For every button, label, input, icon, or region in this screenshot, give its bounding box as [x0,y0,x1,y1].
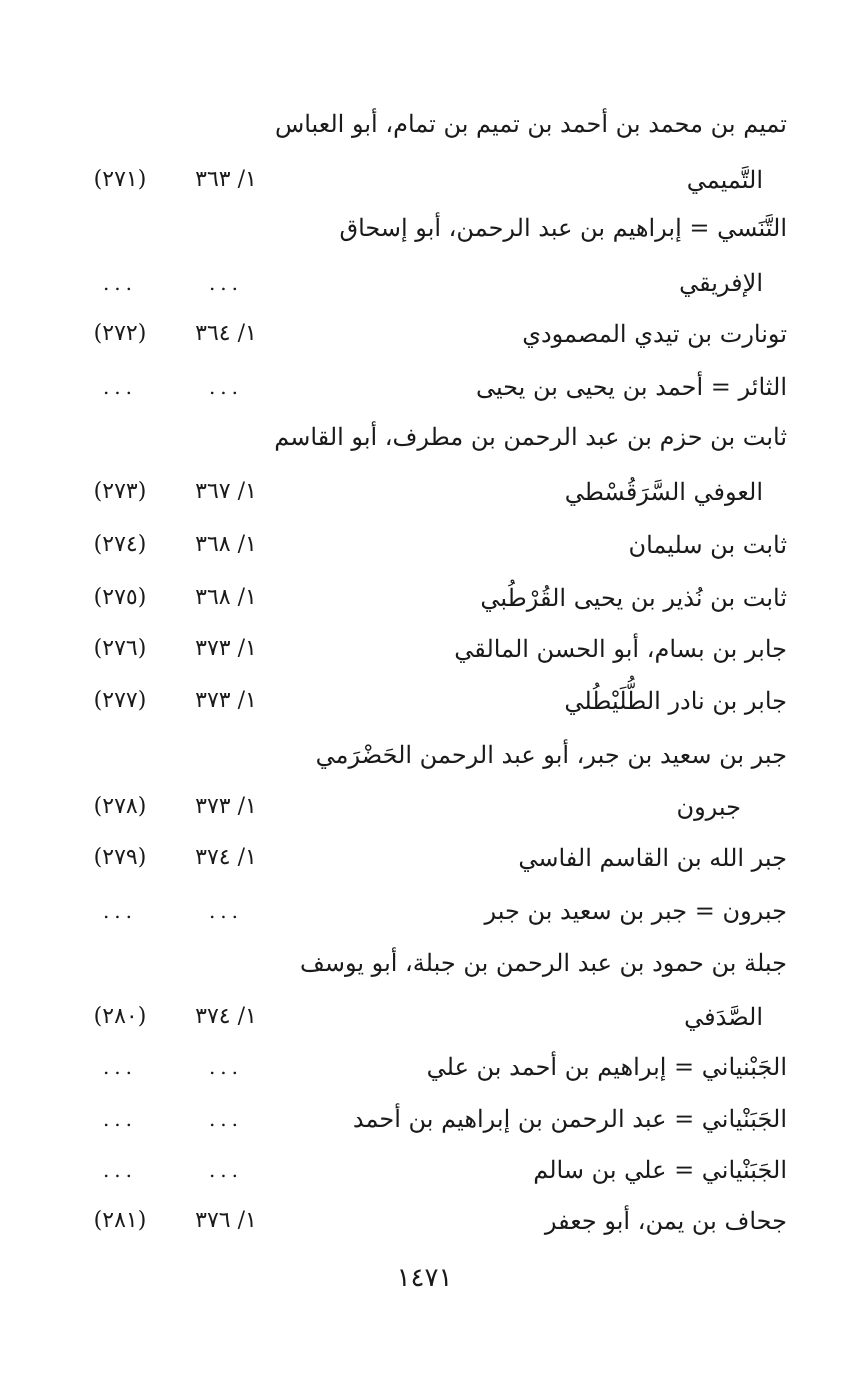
entry-number: (٢٨١) [93,1208,147,1233]
entry-volume-page: ١/ ٣٧٣ [195,636,257,661]
entry-number: (٢٧٣) [93,479,147,504]
entry-name: الجَبَنْياني = علي بن سالم [533,1156,787,1184]
entry-number: ... [102,271,138,295]
entry-volume-page: ١/ ٣٧٤ [195,845,257,870]
entry-number: (٢٧١) [93,167,147,192]
entry-name: جابر بن بسام، أبو الحسن المالقي [454,635,787,663]
entry-volume-page: ١/ ٣٧٣ [195,688,257,713]
entry-name: الجَبْنياني = إبراهيم بن أحمد بن علي [426,1053,787,1081]
entry-volume-page: ... [208,1158,244,1182]
entry-number: (٢٧٩) [93,845,147,870]
entry-volume-page: ١/ ٣٦٤ [195,321,257,346]
index-entry [0,887,849,935]
entry-volume-page: ... [208,1107,244,1131]
entry-name: العوفي السَّرَقُسْطي [564,478,763,506]
index-entry [0,1095,849,1143]
entry-number: (٢٨٠) [93,1004,147,1029]
entry-name: الصَّدَفي [684,1003,763,1031]
entry-number: (٢٧٦) [93,636,147,661]
entry-name: ثابت بن نُذير بن يحيى القُرْطُبي [480,584,787,612]
entry-number: ... [102,899,138,923]
entry-volume-page: ١/ ٣٦٧ [195,479,257,504]
index-entry [0,363,849,411]
entry-number: (٢٧٤) [93,532,147,557]
entry-number: (٢٧٥) [93,585,147,610]
entry-number: ... [102,1158,138,1182]
entry-volume-page: ١/ ٣٧٣ [195,794,257,819]
entry-number: (٢٧٨) [93,794,147,819]
entry-name: الجَبَنْياني = عبد الرحمن بن إبراهيم بن أحمد [352,1105,787,1133]
index-entry [0,625,849,673]
entry-name: ثابت بن سليمان [628,531,787,559]
entry-name: جبر بن سعيد بن جبر، أبو عبد الرحمن الحَضْرَمي [315,741,787,769]
index-entry [0,834,849,882]
index-entry [0,521,849,569]
entry-name: جحاف بن يمن، أبو جعفر [544,1207,787,1235]
entry-name: جبرون [676,793,741,821]
index-entry [0,1043,849,1091]
entry-number: ... [102,1107,138,1131]
entry-number: ... [102,1055,138,1079]
entry-volume-page: ... [208,271,244,295]
entry-name: جبرون = جبر بن سعيد بن جبر [484,897,787,925]
index-entry [0,574,849,622]
entry-name: جبلة بن حمود بن عبد الرحمن بن جبلة، أبو يوسف [300,949,787,977]
entry-name: تميم بن محمد بن أحمد بن تميم بن تمام، أبو العباس [274,110,787,138]
index-entry [0,939,849,987]
entry-number: (٢٧٢) [93,321,147,346]
entry-volume-page: ... [208,899,244,923]
entry-volume-page: ١/ ٣٧٤ [195,1004,257,1029]
index-entry [0,100,849,148]
entry-volume-page: ١/ ٣٦٣ [195,167,257,192]
index-entry [0,1197,849,1245]
entry-volume-page: ... [208,1055,244,1079]
entry-name: الإفريقي [679,269,763,297]
entry-volume-page: ١/ ٣٦٨ [195,585,257,610]
index-entry [0,413,849,461]
index-entry [0,731,849,779]
entry-name: التَّميمي [686,166,763,194]
entry-name: تونارت بن تيدي المصمودي [522,320,787,348]
entry-volume-page: ١/ ٣٧٦ [195,1208,257,1233]
index-entry [0,156,849,204]
index-entry [0,259,849,307]
index-entry [0,783,849,831]
index-entry [0,310,849,358]
entry-number: ... [102,375,138,399]
index-entry [0,204,849,252]
index-entry [0,993,849,1041]
entry-name: جبر الله بن القاسم الفاسي [518,844,787,872]
entry-name: الثائر = أحمد بن يحيى بن يحيى [475,373,787,401]
entry-name: جابر بن نادر الطُّلَيْطُلي [564,687,787,715]
entry-number: (٢٧٧) [93,688,147,713]
entry-volume-page: ١/ ٣٦٨ [195,532,257,557]
index-entry [0,1146,849,1194]
entry-name: التَّنَسي = إبراهيم بن عبد الرحمن، أبو إسحاق [339,214,787,242]
entry-name: ثابت بن حزم بن عبد الرحمن بن مطرف، أبو القاسم [274,423,787,451]
entry-volume-page: ... [208,375,244,399]
index-entry [0,468,849,516]
index-entry [0,677,849,725]
page-number: ١٤٧١ [396,1263,453,1293]
